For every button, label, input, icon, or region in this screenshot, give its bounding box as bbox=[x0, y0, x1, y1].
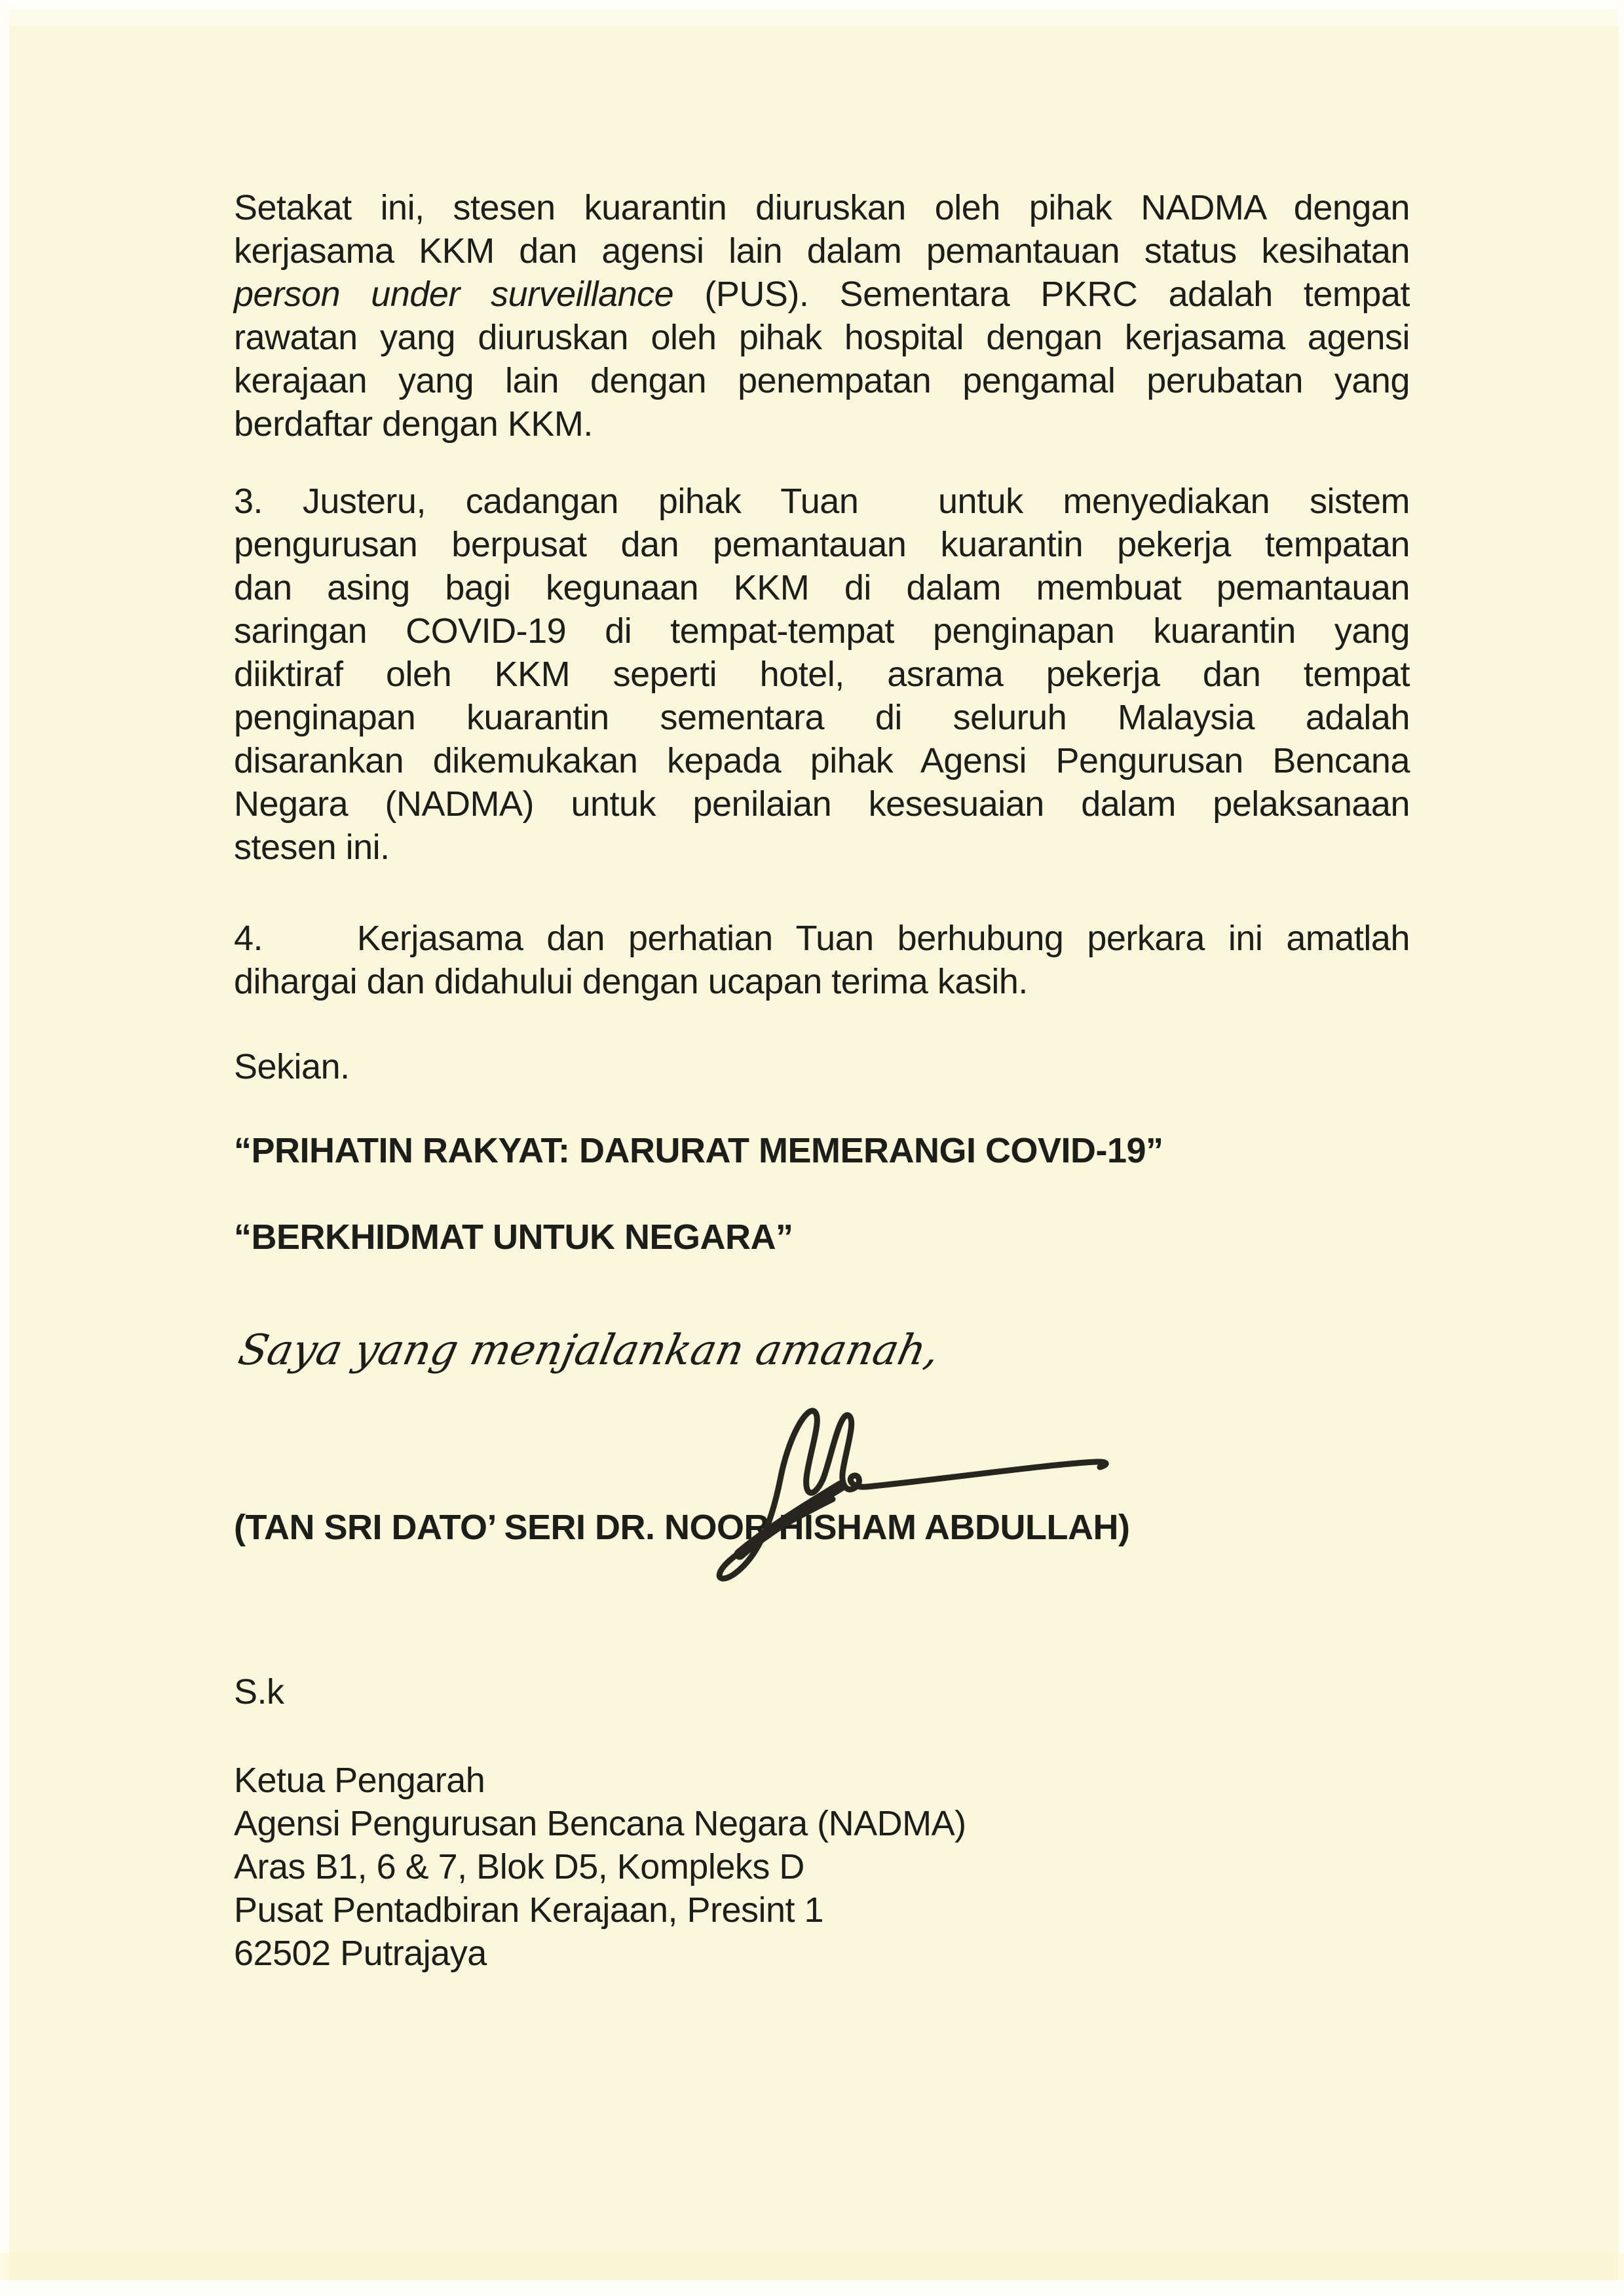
cc-line: 62502 Putrajaya bbox=[234, 1934, 487, 1973]
cc-address-block bbox=[234, 1759, 1410, 1975]
slogan-prihatin-rakyat bbox=[234, 1129, 1410, 1172]
text-segment: (PUS). Sementara PKRC adalah tempat bbox=[673, 275, 1410, 314]
text-line: stesen ini. bbox=[234, 828, 390, 867]
text-line: berdaftar dengan KKM. bbox=[234, 404, 593, 444]
text-line: 3. Justeru, cadangan pihak Tuan untuk menyediakan sistem bbox=[234, 482, 1410, 521]
text-line: (TAN SRI DATO’ SERI DR. NOOR HISHAM ABDULLAH) bbox=[234, 1508, 1130, 1547]
scan-light-band-top bbox=[9, 9, 1618, 26]
text-line: kerjasama KKM dan agensi lain dalam pemantauan status kesihatan bbox=[234, 231, 1410, 271]
text-line: S.k bbox=[234, 1672, 284, 1712]
slogan-berkhidmat bbox=[234, 1215, 1410, 1259]
text-line: 4. Kerjasama dan perhatian Tuan berhubung perkara ini amatlah bbox=[234, 919, 1410, 958]
signoff-script-line bbox=[234, 1325, 1421, 1376]
cc-line: Aras B1, 6 & 7, Blok D5, Kompleks D bbox=[234, 1847, 804, 1886]
paragraph-item-4 bbox=[234, 917, 1410, 1003]
cc-line: Agensi Pengurusan Bencana Negara (NADMA) bbox=[234, 1804, 966, 1843]
text-line: “BERKHIDMAT UNTUK NEGARA” bbox=[234, 1217, 793, 1257]
text-line: Saya yang menjalankan amanah, bbox=[234, 1326, 944, 1375]
scan-light-band-bottom bbox=[0, 2253, 1624, 2280]
text-line: “PRIHATIN RAKYAT: DARURAT MEMERANGI COVID-19” bbox=[234, 1131, 1163, 1170]
cc-line: Ketua Pengarah bbox=[234, 1761, 485, 1800]
text-line: penginapan kuarantin sementara di seluruh Malaysia adalah bbox=[234, 698, 1410, 737]
text-line: disarankan dikemukakan kepada pihak Agensi Pengurusan Bencana bbox=[234, 741, 1410, 780]
text-line bbox=[234, 273, 1410, 316]
text-line: Negara (NADMA) untuk penilaian kesesuaian dalam pelaksanaan bbox=[234, 784, 1410, 824]
text-line: kerajaan yang lain dengan penempatan pengamal perubatan yang bbox=[234, 361, 1410, 400]
cc-line: Pusat Pentadbiran Kerajaan, Presint 1 bbox=[234, 1890, 824, 1930]
text-line: dan asing bagi kegunaan KKM di dalam membuat pemantauan bbox=[234, 568, 1410, 607]
text-line: Setakat ini, stesen kuarantin diuruskan oleh pihak NADMA dengan bbox=[234, 188, 1410, 227]
scan-edge-top bbox=[0, 0, 1624, 9]
italic-phrase: person under surveillance bbox=[234, 275, 674, 314]
text-line: diiktiraf oleh KKM seperti hotel, asrama pekerja dan tempat bbox=[234, 655, 1410, 694]
paragraph-item-3 bbox=[234, 480, 1410, 869]
scan-edge-bottom bbox=[0, 2280, 1624, 2296]
text-line: Sekian. bbox=[234, 1047, 350, 1086]
text-line: rawatan yang diuruskan oleh pihak hospital dengan kerjasama agensi bbox=[234, 318, 1410, 357]
closing-sekian bbox=[234, 1045, 1410, 1088]
text-line: dihargai dan didahului dengan ucapan terima kasih. bbox=[234, 962, 1028, 1001]
signature-ink bbox=[658, 1402, 1124, 1599]
text-line: pengurusan berpusat dan pemantauan kuarantin pekerja tempatan bbox=[234, 525, 1410, 564]
text-line: saringan COVID-19 di tempat-tempat penginapan kuarantin yang bbox=[234, 611, 1410, 651]
sk-label bbox=[234, 1670, 1410, 1713]
scan-edge-right bbox=[1618, 0, 1624, 2296]
scan-edge-left bbox=[0, 0, 9, 2296]
paragraph-intro bbox=[234, 186, 1410, 446]
